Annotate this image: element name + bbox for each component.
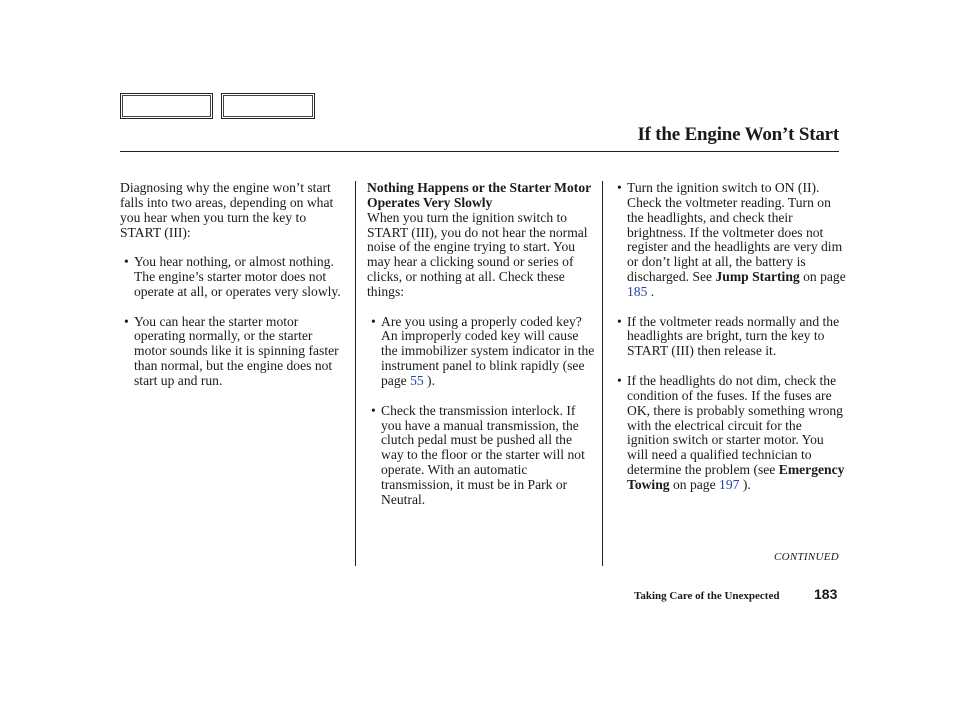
cross-reference: Emergency Towing <box>627 462 845 492</box>
list-item <box>614 181 846 300</box>
section-intro: When you turn the ignition switch to START (III), you do not hear the normal noise of the engine trying to start. You may hear a clicking sound or series of clicks, or nothing at all. Check these things: <box>367 209 588 299</box>
page-link-55[interactable]: 55 <box>410 372 424 388</box>
bullet-icon: • <box>617 372 622 388</box>
bullet-icon: • <box>124 313 129 329</box>
list-item <box>120 255 348 300</box>
list-item <box>367 404 597 508</box>
column-3 <box>614 181 846 493</box>
page-link-185[interactable]: 185 <box>627 283 648 299</box>
column-1 <box>120 181 348 389</box>
continued-label: CONTINUED <box>773 551 839 563</box>
list-item-text-end: . <box>647 283 655 299</box>
list-item <box>367 315 597 389</box>
cross-reference: Jump Starting <box>715 269 800 285</box>
section-heading: Nothing Happens or the Starter Motor Operates Very Slowly <box>367 180 591 210</box>
bullet-icon: • <box>371 402 376 418</box>
list-item-text-end: ). <box>423 372 435 388</box>
column-2 <box>367 181 597 508</box>
list-item-text: You hear nothing, or almost nothing. The engine’s starter motor does not operate at all, or operates very slowly. <box>134 254 341 299</box>
page-number: 183 <box>814 586 838 602</box>
column-divider <box>355 181 356 566</box>
list-item-text-end: ). <box>739 476 751 492</box>
footer-section-title: Taking Care of the Unexpected <box>634 590 780 602</box>
page-link-197[interactable]: 197 <box>719 476 740 492</box>
list-item <box>120 315 348 389</box>
list-item <box>614 374 846 493</box>
list-item <box>614 315 846 360</box>
bullet-icon: • <box>617 313 622 329</box>
list-item-text-mid: on page <box>799 269 846 285</box>
list-item-text: Check the transmission interlock. If you have a manual transmission, the clutch pedal must be pushed all the way to the floor or the starter will not operate. With an automatic transmission, it must be in Park or Neutral. <box>381 402 585 507</box>
list-item-text: Turn the ignition switch to ON (II). Check the voltmeter reading. Turn on the headlights, and check their brightness. If the voltmeter does not register and the headlights are very dim or don’t light at all, the battery is discharged. See <box>627 180 843 285</box>
nav-prev-button[interactable] <box>120 93 213 119</box>
title-divider <box>120 151 839 152</box>
page-title: If the Engine Won’t Start <box>637 124 839 145</box>
column-divider <box>602 181 603 566</box>
bullet-icon: • <box>124 254 129 270</box>
list-item-text: If the voltmeter reads normally and the headlights are bright, turn the key to START (III) then release it. <box>627 313 840 359</box>
list-item-text: You can hear the starter motor operating normally, or the starter motor sounds like it is spinning faster than normal, but the engine does not start up and run. <box>134 313 339 388</box>
bullet-icon: • <box>371 313 376 329</box>
nav-next-button[interactable] <box>221 93 315 119</box>
bullet-icon: • <box>617 180 622 195</box>
list-item-text: Are you using a properly coded key? An improperly coded key will cause the immobilizer system indicator in the instrument panel to blink rapidly (see page <box>381 313 595 388</box>
intro-paragraph: Diagnosing why the engine won’t start falls into two areas, depending on what you hear when you turn the key to START (III): <box>120 180 334 240</box>
list-item-text: If the headlights do not dim, check the condition of the fuses. If the fuses are OK, there is probably something wrong with the electrical circuit for the ignition switch or starter motor. You will need a qualified technician to determine the problem (see <box>627 372 843 478</box>
list-item-text-mid: on page <box>669 476 720 492</box>
